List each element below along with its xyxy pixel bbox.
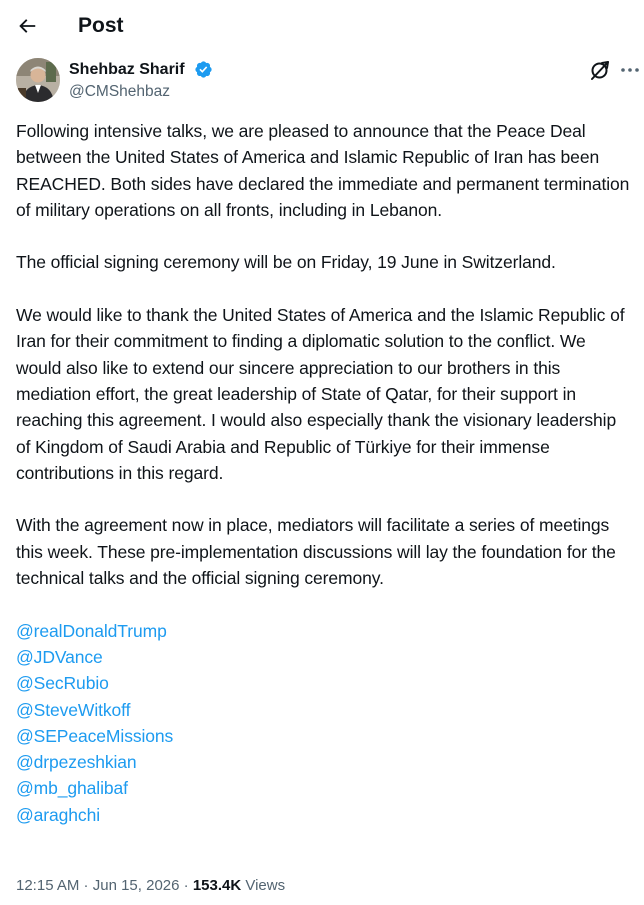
post-paragraph: With the agreement now in place, mediators will facilitate a series of meetings this week. These pre-implementation discussions will lay the foundation for the technical talks and the official signing ceremony. — [16, 515, 616, 589]
mention-link[interactable]: @araghchi — [16, 804, 100, 825]
post-author — [16, 58, 628, 106]
mention-link[interactable]: @realDonaldTrump — [16, 620, 167, 641]
post-meta — [16, 876, 285, 896]
more-horizontal-icon[interactable] — [618, 58, 642, 82]
post-paragraph: We would like to thank the United States of America and the Islamic Republic of Iran for their commitment to finding a diplomatic solution to the conflict. We would also like to extend our sincere appreciation to our brothers in this mediation effort, the great leadership of State of Qatar, for their support in reaching this agreement. I would also especially thank the visionary leadership of Kingdom of Saudi Arabia and Republic of Türkiye for their immense contributions in this regard. — [16, 305, 625, 483]
post-time[interactable]: 12:15 AM — [16, 877, 80, 894]
mention-link[interactable]: @SEPeaceMissions — [16, 725, 174, 746]
views-count: 153.4K — [192, 877, 242, 894]
post-text — [16, 118, 634, 828]
back-button[interactable] — [10, 9, 44, 43]
mention-link[interactable]: @SteveWitkoff — [16, 699, 131, 720]
views-label: Views — [241, 877, 286, 894]
verified-badge-icon — [194, 60, 213, 79]
author-name[interactable]: Shehbaz Sharif — [69, 61, 185, 78]
author-handle[interactable]: @CMShehbaz — [69, 83, 171, 100]
mentions-list — [16, 618, 634, 828]
mention-link[interactable]: @drpezeshkian — [16, 752, 137, 773]
mention-link[interactable]: @mb_ghalibaf — [16, 778, 128, 799]
mention-link[interactable]: @JDVance — [16, 646, 103, 667]
meta-separator: · — [179, 877, 193, 894]
mention-link[interactable]: @SecRubio — [16, 673, 109, 694]
page-header — [0, 0, 644, 52]
avatar[interactable] — [16, 58, 60, 102]
page-title: Post — [78, 14, 124, 37]
arrow-left-icon — [16, 15, 38, 37]
meta-separator: · — [79, 877, 93, 894]
post-paragraph: The official signing ceremony will be on Friday, 19 June in Switzerland. — [16, 252, 556, 273]
post-date[interactable]: Jun 15, 2026 — [92, 877, 180, 894]
post-paragraph: Following intensive talks, we are pleased to announce that the Peace Deal between the United States of America and Islamic Republic of Iran has been REACHED. Both sides have declared the immediate and permanent termination of military operations on all fronts, including in Lebanon. — [16, 121, 630, 220]
avatar-image-icon — [16, 58, 60, 102]
grok-icon[interactable] — [588, 58, 612, 82]
